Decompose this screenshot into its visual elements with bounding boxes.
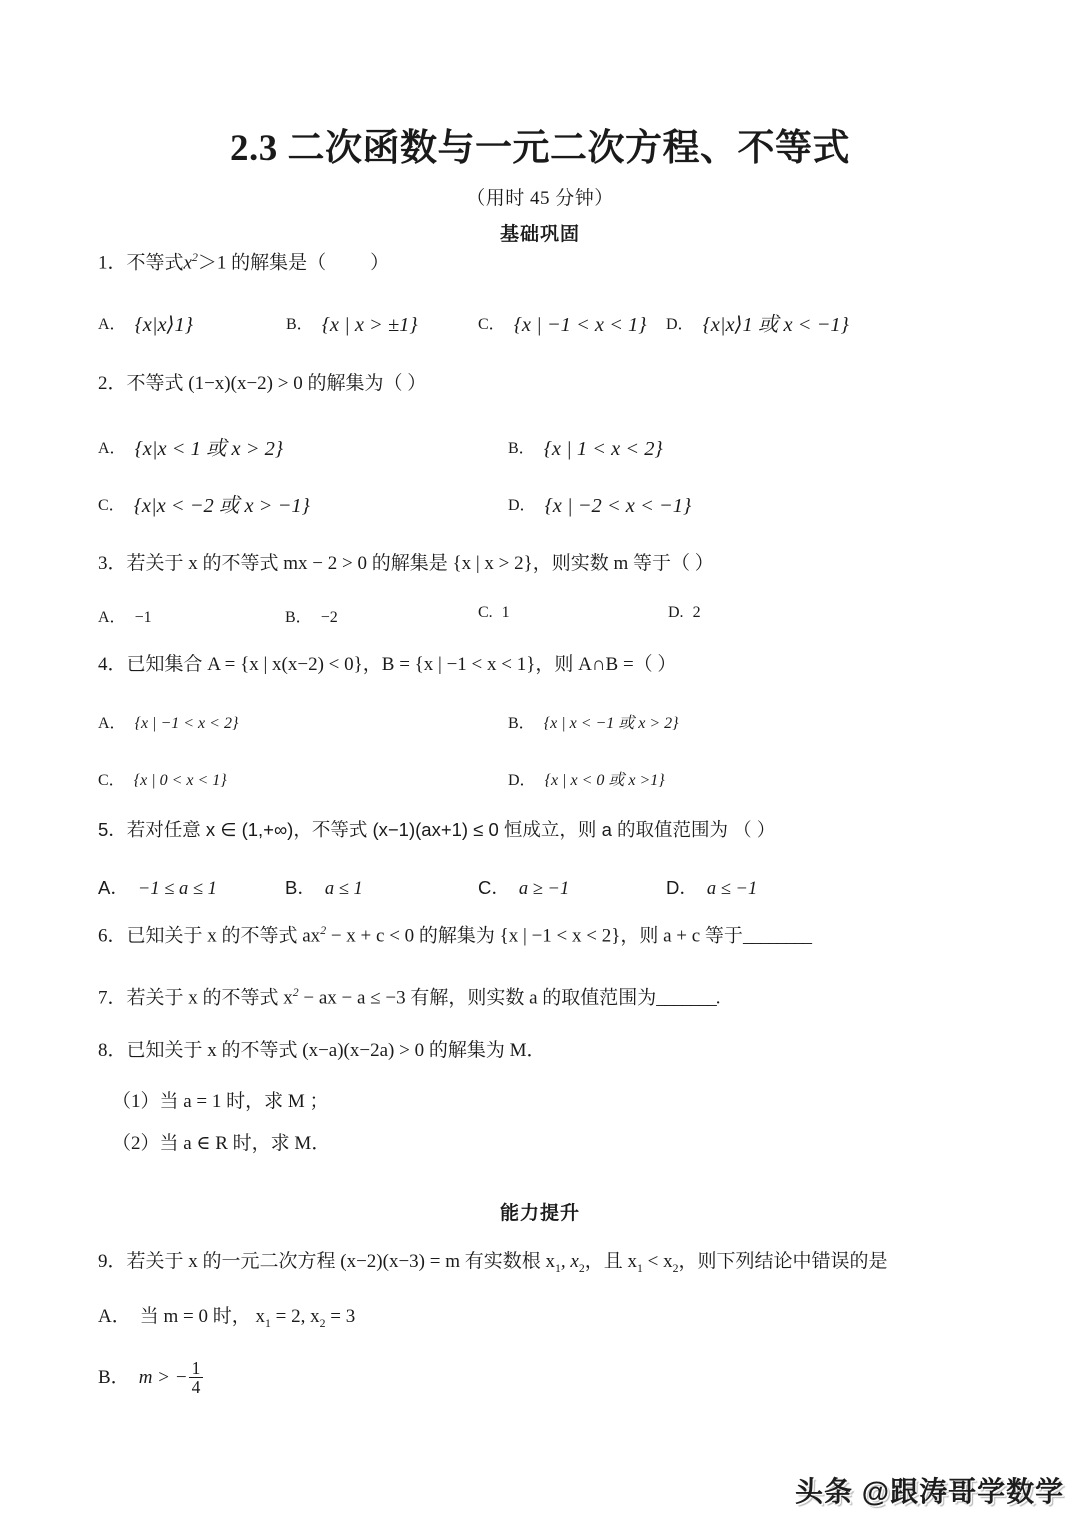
time-limit-note: （用时 45 分钟） xyxy=(466,187,614,209)
q3-option-c[interactable]: C. 1 xyxy=(478,604,510,621)
q5-option-c[interactable]: C． a ≥ −1 xyxy=(478,877,570,899)
question-7-stem: 7．若关于 x 的不等式 $x^2$ − ax − a ≤ −3 有解，则实数 a 的取值范围为_______. xyxy=(98,986,721,1009)
question-3-options xyxy=(98,604,988,642)
q9-option-a[interactable]: A． 当 m = 0 时， $x_1 = 2$, $x_2 = 3$ xyxy=(98,1306,356,1330)
q2-option-a[interactable]: A． {x|x < 1 或 x > 2} xyxy=(98,438,284,460)
question-2-options-row1 xyxy=(98,435,988,473)
question-3-stem: 3．若关于 x 的不等式 mx − 2 > 0 的解集是 {x | x > 2}，则实数 m 等于（ ） xyxy=(98,553,714,574)
q3-option-b[interactable]: B． −2 xyxy=(285,609,338,626)
q2-option-d[interactable]: D． {x | −2 < x < −1} xyxy=(508,495,692,517)
q2-option-b[interactable]: B． {x | 1 < x < 2} xyxy=(508,438,663,460)
q3-option-a[interactable]: A． −1 xyxy=(98,609,152,626)
q6-answer-blank[interactable]: ________ xyxy=(742,925,811,947)
q1-option-d[interactable]: D． {x|x⟩1 或 x < −1} xyxy=(666,314,849,336)
q4-option-b[interactable]: B． {x | x < −1 或 x > 2} xyxy=(508,715,679,732)
q4-option-d[interactable]: D． {x | x < 0 或 x >1} xyxy=(508,772,665,789)
q2-option-c[interactable]: C． {x|x < −2 或 x > −1} xyxy=(98,495,310,517)
watermark-attribution: 头条 @跟涛哥学数学 xyxy=(795,1476,1065,1507)
q1-option-a[interactable]: A． {x|x⟩1} xyxy=(98,314,193,336)
section-heading-basics: 基础巩固 xyxy=(499,223,580,245)
q9-option-b[interactable]: B． m > − $\frac{1}{4}$ xyxy=(98,1360,204,1398)
q1-option-b[interactable]: B． {x | x > ±1} xyxy=(286,314,418,336)
q1-stem-close: ） xyxy=(370,252,390,274)
q7-answer-blank[interactable]: _______ xyxy=(656,987,716,1009)
page-title: 2.3 二次函数与一元二次方程、不等式 xyxy=(230,128,850,169)
question-5-stem: 5．若对任意 x ∈ (1,+∞)，不等式 (x−1)(ax+1) ≤ 0 恒成立，则 a 的取值范围为 （ ） xyxy=(98,819,776,840)
question-9-stem: 9．若关于 x 的一元二次方程 (x−2)(x−3) = m 有实数根 $x_1$, $x_2$，且 $x_1 < x_2$，则下列结论中错误的是 xyxy=(98,1251,888,1275)
question-2-options-row2 xyxy=(98,492,988,530)
q4-option-a[interactable]: A． {x | −1 < x < 2} xyxy=(98,715,239,732)
question-4-stem: 4．已知集合 A = {x | x(x−2) < 0}，B = {x | −1 < x < 1}，则 A∩B =（ ） xyxy=(98,654,677,675)
question-8-stem: 8．已知关于 x 的不等式 (x−a)(x−2a) > 0 的解集为 M． xyxy=(98,1040,546,1061)
section-heading-advanced: 能力提升 xyxy=(499,1203,580,1224)
q5-option-b[interactable]: B． a ≤ 1 xyxy=(285,877,363,899)
question-2-stem: 2．不等式 (1−x)(x−2) > 0 的解集为（ ） xyxy=(98,373,427,394)
question-1-options xyxy=(98,311,988,349)
q4-option-c[interactable]: C． {x | 0 < x < 1} xyxy=(98,772,227,789)
q3-option-d[interactable]: D. 2 xyxy=(668,604,701,621)
question-4-options-row2 xyxy=(98,767,988,805)
question-8-part-2: （2）当 a ∈ R 时，求 M． xyxy=(112,1133,331,1154)
q9-option-b-fraction: $\frac{1}{4}$ xyxy=(189,1359,204,1397)
q1-stem-exponent: 2 xyxy=(191,251,198,264)
q1-stem-prefix: 1．不等式 xyxy=(98,252,184,274)
q1-option-c[interactable]: C． {x | −1 < x < 1} xyxy=(478,314,647,336)
question-5-options xyxy=(98,874,988,912)
question-6-stem: 6．已知关于 x 的不等式 $ax^2 - x + c < 0$ 的解集为 {x | −1 < x < 2}，则 a + c 等于________ xyxy=(98,924,811,947)
q5-option-d[interactable]: D． a ≤ −1 xyxy=(666,877,758,899)
question-8-part-1: （1）当 a = 1 时，求 M ； xyxy=(112,1091,329,1112)
q5-option-a[interactable]: A． −1 ≤ a ≤ 1 xyxy=(98,877,217,899)
q1-stem-suffix: ＞1 的解集是（ xyxy=(197,252,327,274)
question-1-stem xyxy=(98,252,389,272)
q1-stem-variable: x xyxy=(183,252,192,274)
question-4-options-row1 xyxy=(98,710,988,748)
